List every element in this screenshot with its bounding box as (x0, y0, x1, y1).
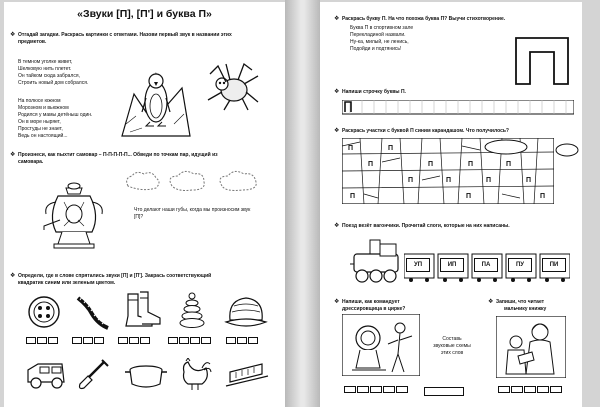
task-3-text: Определи, где в слове спрятались звуки [П] и [П']. Закрась соответствующий (18, 273, 212, 279)
task-2-text-cont: самовара. (18, 159, 44, 165)
task-5-text-cont: дрессировщица в цирке? (342, 306, 406, 312)
riddle-1-line: Шелковую нить плетет. (18, 66, 72, 72)
boots-picture[interactable] (122, 290, 162, 330)
pot-picture[interactable] (124, 362, 168, 390)
mosaic-letter: П (388, 145, 394, 152)
train-car-syllable: ИП (440, 258, 464, 272)
mosaic-letter: П (506, 161, 512, 168)
star-bullet-icon: ❖ (334, 89, 340, 95)
mosaic-letter: П (368, 161, 374, 168)
star-bullet-icon: ❖ (334, 223, 340, 229)
train-car-syllable: ПУ (508, 258, 532, 272)
task-5-text: Напиши, как командует (342, 299, 400, 305)
task-3-text-cont: квадратик синим или зеленым цветом. (18, 280, 116, 286)
locomotive-picture[interactable] (350, 236, 402, 284)
task-2-text: Напиши строчку буквы П. (342, 89, 406, 95)
mosaic-letter: П (466, 193, 472, 200)
samovar-picture[interactable] (38, 180, 110, 252)
riddle-2-line: Морозном и вьюжном (18, 105, 69, 111)
lips-question-cont: [П]? (134, 214, 144, 220)
star-bullet-icon: ❖ (488, 299, 494, 305)
car-picture[interactable] (24, 360, 68, 390)
answer-line[interactable] (424, 387, 464, 396)
writing-line[interactable] (342, 100, 574, 116)
riddle-2-line: Он в море ныряет, (18, 119, 61, 125)
star-bullet-icon: ❖ (334, 299, 340, 305)
grandma-reading-picture[interactable] (496, 316, 566, 378)
schema-caption: этих слов (440, 350, 464, 356)
page-gutter (285, 0, 320, 407)
star-bullet-icon: ❖ (334, 128, 340, 134)
mosaic-cloud (482, 138, 530, 156)
task-4-text: Поезд везёт вагончики. Прочитай слоги, которые на них написаны. (342, 223, 510, 229)
riddle-2-line: Родился у мамы детёныш один. (18, 112, 93, 118)
schema-caption: Составь (442, 336, 462, 342)
riddle-1-line: Он тайком сюда забрался, (18, 73, 80, 79)
sound-boxes[interactable] (118, 337, 151, 344)
right-page (320, 2, 582, 407)
riddle-2-line: На полюсе южном (18, 98, 61, 104)
sound-boxes[interactable] (26, 337, 59, 344)
mosaic-letter: П (428, 161, 434, 168)
riddle-2-line: Ведь он настоящий... (18, 133, 68, 139)
task-3-text: Раскрась участки с буквой П синим карандашом. Что получилось? (342, 128, 509, 134)
task-1-text: Отгадай загадки. Раскрась картинки с ответами. Назови первый звук в названии этих (18, 32, 232, 38)
poem-line: Перекладиной назвали. (350, 32, 406, 38)
poem-line: Ну-ка, милый, не ленись, (350, 39, 409, 45)
mosaic-letter: П (446, 177, 452, 184)
star-bullet-icon: ❖ (334, 16, 340, 22)
answer-boxes[interactable] (498, 386, 563, 393)
pyramid-toy-picture[interactable] (176, 292, 208, 330)
circus-lion-picture[interactable] (342, 314, 420, 376)
task-1-text-cont: предметов. (18, 39, 47, 45)
train-car-syllable: ПА (474, 258, 498, 272)
mosaic-letter: П (350, 193, 356, 200)
sound-boxes[interactable] (168, 337, 212, 344)
mosaic-letter: П (486, 177, 492, 184)
rooster-picture[interactable] (176, 358, 212, 392)
mosaic-cloud (554, 142, 580, 158)
star-bullet-icon: ❖ (10, 152, 16, 158)
riddle-1-line: В темном уголке живет, (18, 59, 73, 65)
mosaic-letter: П (468, 161, 474, 168)
steam-clouds[interactable] (122, 168, 272, 194)
button-picture[interactable] (26, 294, 62, 330)
rope-picture[interactable] (74, 294, 110, 330)
spider-picture[interactable] (204, 62, 260, 112)
task-6-text-cont: мальчику книжку (504, 306, 547, 312)
sound-boxes[interactable] (72, 337, 105, 344)
train-cars (404, 252, 570, 282)
left-page (4, 2, 285, 407)
poem-line: Буква П в спортивном зале (350, 25, 414, 31)
task-6-text: Запиши, что читает (496, 299, 545, 305)
train-car-syllable: УП (406, 258, 430, 272)
answer-boxes[interactable] (344, 386, 409, 393)
mosaic-letter: П (540, 193, 546, 200)
page-title: «Звуки [П], [П'] и буква П» (77, 8, 212, 20)
riddle-1-line: Строить новый дом собрался. (18, 80, 89, 86)
lips-question: Что делают наши губы, когда мы произносим звук (134, 207, 251, 213)
star-bullet-icon: ❖ (10, 32, 16, 38)
sound-boxes[interactable] (226, 337, 259, 344)
mosaic-letter: П (408, 177, 414, 184)
riddle-2-line: Простуды не знает, (18, 126, 63, 132)
train-car-syllable: ПИ (542, 258, 566, 272)
mosaic-letter: П (526, 177, 532, 184)
task-2-text: Произнеси, как пыхтит самовар – П-П-П-П-П... Обведи по точкам пар, идущий из (18, 152, 218, 158)
big-letter-p[interactable] (514, 36, 570, 86)
penguin-picture[interactable] (116, 54, 194, 140)
poem-line: Подойди и подтянись! (350, 46, 402, 52)
train-picture[interactable] (224, 360, 270, 390)
schema-caption: звуковые схемы (433, 343, 471, 349)
shovel-picture[interactable] (76, 358, 110, 392)
star-bullet-icon: ❖ (10, 273, 16, 279)
task-1-text: Раскрась букву П. На что похожа буква П? Выучи стихотворение. (342, 16, 506, 22)
hat-picture[interactable] (224, 294, 268, 330)
mosaic-letter: П (348, 145, 354, 152)
